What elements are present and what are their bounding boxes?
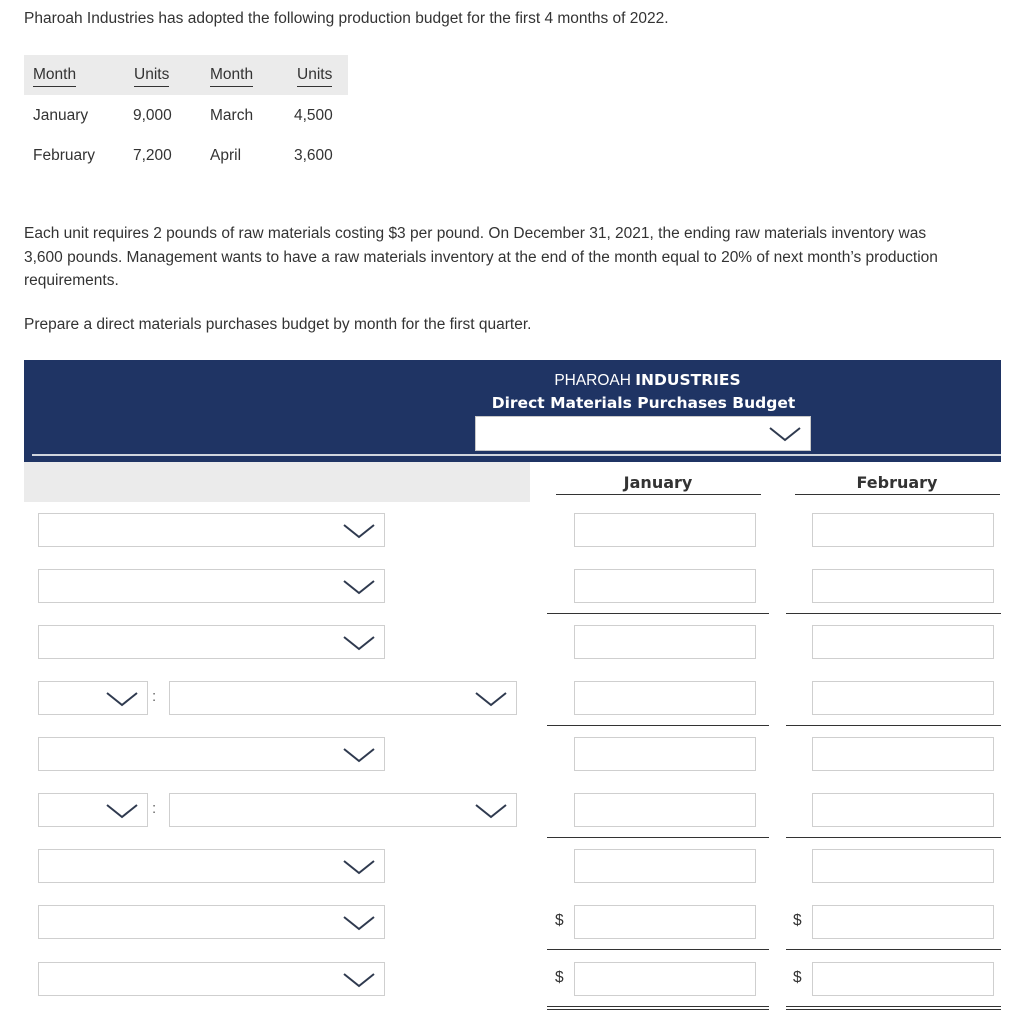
subtotal-rule bbox=[547, 837, 769, 838]
cell-units: 3,600 bbox=[294, 147, 333, 164]
total-rule bbox=[547, 1006, 769, 1007]
period-select[interactable] bbox=[475, 416, 811, 451]
cell-month: January bbox=[33, 107, 89, 124]
january-input[interactable] bbox=[574, 793, 756, 827]
february-input[interactable] bbox=[812, 513, 994, 547]
cell-month: March bbox=[210, 107, 254, 124]
line-item-select[interactable] bbox=[38, 513, 385, 547]
dollar-sign: $ bbox=[793, 912, 802, 929]
february-input[interactable] bbox=[812, 681, 994, 715]
chevron-down-icon bbox=[105, 690, 139, 708]
january-input[interactable] bbox=[574, 513, 756, 547]
subtotal-rule bbox=[547, 613, 769, 614]
chevron-down-icon bbox=[342, 971, 376, 989]
february-input[interactable] bbox=[812, 962, 994, 996]
line-item-select[interactable] bbox=[169, 681, 517, 715]
total-rule bbox=[786, 1009, 1001, 1010]
company-name-prefix: PHAROAH bbox=[554, 372, 636, 389]
january-input[interactable] bbox=[574, 962, 756, 996]
company-name-bold: INDUSTRIES bbox=[635, 371, 741, 389]
header-units-1: Units bbox=[134, 66, 169, 87]
february-input[interactable] bbox=[812, 569, 994, 603]
cell-units: 4,500 bbox=[294, 107, 333, 124]
column-rule bbox=[556, 494, 761, 495]
chevron-down-icon bbox=[342, 522, 376, 540]
january-input[interactable] bbox=[574, 849, 756, 883]
subtotal-rule bbox=[786, 949, 1001, 950]
production-table-header bbox=[24, 55, 348, 95]
table-row bbox=[24, 95, 348, 135]
line-item-select[interactable] bbox=[38, 849, 385, 883]
header-month-1: Month bbox=[33, 66, 76, 87]
chevron-down-icon bbox=[342, 578, 376, 596]
cell-month: April bbox=[210, 147, 242, 164]
chevron-down-icon bbox=[474, 802, 508, 820]
total-rule bbox=[547, 1009, 769, 1010]
february-input[interactable] bbox=[812, 625, 994, 659]
dollar-sign: $ bbox=[555, 969, 564, 986]
february-input[interactable] bbox=[812, 737, 994, 771]
problem-paragraph: Each unit requires 2 pounds of raw materials costing $3 per pound. On December 31, 2021, the ending raw materials inventory was 3,600 pounds. Management wants to have a raw materials inventory at the end of the month equal to 20% of next month’s production requirements. bbox=[24, 225, 938, 289]
chevron-down-icon bbox=[342, 634, 376, 652]
cell-month: February bbox=[33, 147, 96, 164]
subtotal-rule bbox=[786, 837, 1001, 838]
february-input[interactable] bbox=[812, 793, 994, 827]
line-item-select[interactable] bbox=[169, 793, 517, 827]
chevron-down-icon bbox=[105, 802, 139, 820]
chevron-down-icon bbox=[342, 858, 376, 876]
cell-units: 7,200 bbox=[133, 147, 172, 164]
line-item-select[interactable] bbox=[38, 569, 385, 603]
chevron-down-icon bbox=[768, 425, 802, 443]
january-input[interactable] bbox=[574, 737, 756, 771]
header-month-2: Month bbox=[210, 66, 253, 87]
february-input[interactable] bbox=[812, 905, 994, 939]
february-input[interactable] bbox=[812, 849, 994, 883]
budget-title: Direct Materials Purchases Budget bbox=[491, 394, 796, 412]
cell-units: 9,000 bbox=[133, 107, 172, 124]
line-item-select[interactable] bbox=[38, 737, 385, 771]
chevron-down-icon bbox=[342, 746, 376, 764]
subtotal-rule bbox=[786, 725, 1001, 726]
header-divider bbox=[32, 454, 1001, 456]
column-january: January bbox=[623, 473, 693, 492]
prefix-select[interactable] bbox=[38, 793, 148, 827]
colon-separator: : bbox=[152, 800, 157, 817]
total-rule bbox=[786, 1006, 1001, 1007]
line-item-select[interactable] bbox=[38, 625, 385, 659]
chevron-down-icon bbox=[342, 914, 376, 932]
budget-header bbox=[24, 360, 1001, 462]
table-row bbox=[24, 135, 348, 175]
subtotal-rule bbox=[786, 613, 1001, 614]
january-input[interactable] bbox=[574, 625, 756, 659]
header-units-2: Units bbox=[297, 66, 332, 87]
line-item-select[interactable] bbox=[38, 962, 385, 996]
dollar-sign: $ bbox=[555, 912, 564, 929]
january-input[interactable] bbox=[574, 681, 756, 715]
prefix-select[interactable] bbox=[38, 681, 148, 715]
production-table bbox=[24, 55, 348, 175]
instruction-text: Prepare a direct materials purchases budget by month for the first quarter. bbox=[24, 316, 532, 333]
company-name bbox=[24, 371, 1001, 390]
subtotal-rule bbox=[547, 725, 769, 726]
subtotal-rule bbox=[547, 949, 769, 950]
colon-separator: : bbox=[152, 688, 157, 705]
intro-text: Pharoah Industries has adopted the following production budget for the first 4 months of 2022. bbox=[24, 10, 669, 27]
january-input[interactable] bbox=[574, 569, 756, 603]
dollar-sign: $ bbox=[793, 969, 802, 986]
january-input[interactable] bbox=[574, 905, 756, 939]
chevron-down-icon bbox=[474, 690, 508, 708]
column-february: February bbox=[856, 473, 938, 492]
line-item-select[interactable] bbox=[38, 905, 385, 939]
column-rule bbox=[795, 494, 1000, 495]
